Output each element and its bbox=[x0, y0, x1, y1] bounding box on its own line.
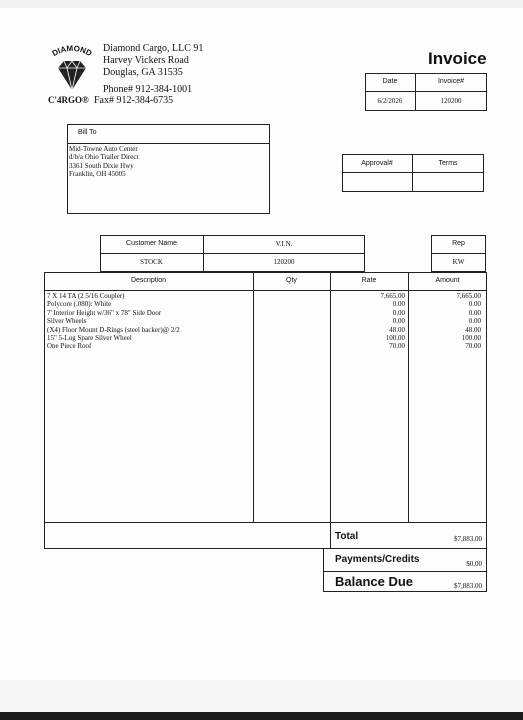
date-label: Date bbox=[382, 78, 398, 85]
payments-label: Payments/Credits bbox=[335, 554, 420, 565]
company-name: Diamond Cargo, LLC 91 bbox=[103, 43, 204, 54]
scan-bottom-edge bbox=[0, 712, 523, 720]
table-row-rate: 0.00 bbox=[392, 308, 405, 317]
customer-name-label: Customer Name bbox=[126, 240, 177, 247]
balance-due-value: $7,883.00 bbox=[454, 582, 482, 590]
table-row-amount: 100.00 bbox=[461, 334, 481, 343]
logo-tagline: C'4RGO® bbox=[48, 95, 89, 105]
bill-to-label: Bill To bbox=[78, 129, 97, 136]
invoice-number-label: Invoice# bbox=[437, 78, 465, 85]
logo-word: DIAMOND bbox=[50, 43, 94, 59]
rep-value: KW bbox=[452, 258, 465, 266]
rate-header: Rate bbox=[361, 277, 377, 284]
vin-label: V.I.N. bbox=[275, 240, 293, 248]
vin-value: 120200 bbox=[273, 258, 295, 266]
company-address-line: Harvey Vickers Road bbox=[103, 55, 189, 66]
balance-due-label: Balance Due bbox=[335, 574, 414, 589]
company-city: Douglas, GA 31535 bbox=[103, 67, 183, 78]
table-row-amount: 48.00 bbox=[465, 325, 481, 334]
table-row-rate: 70.00 bbox=[389, 342, 405, 351]
svg-text:DIAMOND bbox=[51, 44, 94, 58]
rate-column bbox=[333, 292, 405, 351]
customer-name: STOCK bbox=[140, 258, 163, 266]
table-row-description: 7' Interior Height w/36" x 78" Side Door bbox=[47, 308, 162, 317]
table-row-description: Silver Wheels bbox=[47, 317, 87, 326]
terms-label: Terms bbox=[438, 160, 458, 167]
diamond-logo-icon bbox=[42, 42, 102, 94]
table-row-amount: 7,665.00 bbox=[456, 292, 481, 300]
invoice-date: 6/2/2026 bbox=[377, 97, 403, 105]
table-row-amount: 0.00 bbox=[468, 308, 481, 317]
table-row-description: (X4) Floor Mount D-Rings (steel backer)@ 2/2 bbox=[47, 325, 180, 334]
bill-to-line: Mid-Towne Auto Center bbox=[69, 145, 138, 153]
approval-label: Approval# bbox=[361, 160, 393, 167]
company-logo bbox=[42, 42, 102, 94]
amount-header: Amount bbox=[435, 277, 460, 284]
table-row-rate: 0.00 bbox=[392, 300, 405, 309]
scan-top-edge bbox=[0, 0, 523, 8]
table-row-amount: 0.00 bbox=[468, 300, 481, 309]
table-row-rate: 7,665.00 bbox=[380, 292, 405, 300]
payments-value: $0.00 bbox=[466, 560, 482, 568]
table-row-rate: 100.00 bbox=[385, 334, 405, 343]
invoice-number: 120200 bbox=[440, 97, 462, 105]
bill-to-address bbox=[69, 145, 138, 179]
company-fax: Fax# 912-384-6735 bbox=[94, 95, 174, 106]
rep-label: Rep bbox=[452, 240, 465, 247]
amount-column bbox=[411, 292, 481, 351]
bill-to-line: Franklin, OH 45005 bbox=[69, 170, 126, 179]
table-row-rate: 0.00 bbox=[392, 317, 405, 326]
table-row-amount: 0.00 bbox=[468, 317, 481, 326]
table-row-description: 15" 5-Lug Spare Silver Wheel bbox=[47, 334, 132, 343]
bill-to-line: d/b/a Ohio Trailer Direct bbox=[69, 153, 139, 162]
bill-to-line: 3361 South Dixie Hwy bbox=[69, 161, 134, 170]
company-address bbox=[103, 43, 203, 79]
total-label: Total bbox=[335, 531, 359, 542]
table-row-amount: 70.00 bbox=[465, 342, 481, 351]
description-header: Description bbox=[130, 277, 166, 284]
table-row-description: One Piece Roof bbox=[47, 342, 92, 351]
qty-header: Qty bbox=[286, 277, 297, 284]
company-phone: Phone# 912-384-1001 bbox=[103, 84, 193, 95]
table-row-description: Polycore (.080): White bbox=[47, 300, 112, 309]
table-row-rate: 48.00 bbox=[389, 325, 405, 334]
description-column bbox=[47, 292, 180, 351]
table-row-description: 7 X 14 TA (2 5/16 Coupler) bbox=[47, 292, 125, 300]
invoice-title: Invoice bbox=[428, 49, 487, 68]
total-value: $7,883.00 bbox=[454, 535, 482, 543]
